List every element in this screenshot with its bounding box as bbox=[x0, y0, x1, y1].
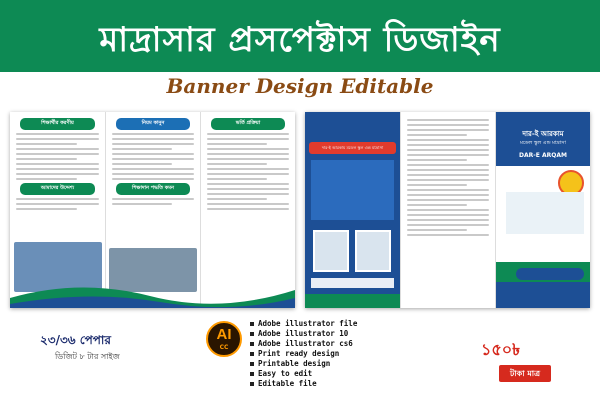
feature-list bbox=[250, 319, 357, 389]
page-title: মাদ্রাসার প্রসপেক্টাস ডিজাইন bbox=[99, 20, 501, 60]
institution-banner: দার-ই আরকাম মডেল স্কুল এন্ড মাদ্রাসা bbox=[309, 142, 396, 154]
panel-heading: নিয়ম কানুন bbox=[116, 118, 190, 130]
list-item: Editable file bbox=[250, 379, 357, 389]
panel-heading: শিক্ষার্থীর করণীয় bbox=[20, 118, 95, 130]
decorative-wave bbox=[10, 268, 295, 308]
message-box bbox=[311, 160, 394, 220]
chairman-photo bbox=[313, 230, 349, 272]
list-item: Printable design bbox=[250, 359, 357, 369]
list-item: Easy to edit bbox=[250, 369, 357, 379]
paper-size-sub: ডিজিট ৮ টার সাইজ bbox=[55, 352, 120, 361]
brochure-cover-preview bbox=[305, 112, 590, 308]
list-item: Adobe illustrator 10 bbox=[250, 329, 357, 339]
school-subname-bn: মডেল স্কুল এন্ড মাদ্রাসা bbox=[520, 140, 566, 146]
adobe-illustrator-icon: AI CC bbox=[206, 321, 242, 357]
brochure-inside-preview bbox=[10, 112, 295, 308]
school-name-en: DAR-E ARQAM bbox=[519, 152, 567, 159]
panel-heading: ভর্তি প্রক্রিয়া bbox=[211, 118, 285, 130]
title-banner bbox=[0, 0, 600, 72]
list-item: Print ready design bbox=[250, 349, 357, 359]
phone-pill bbox=[516, 268, 584, 280]
panel-subheading: আমাদের উদ্দেশ্য bbox=[20, 183, 95, 195]
brochure-panel-text bbox=[400, 112, 495, 308]
list-item: Adobe illustrator file bbox=[250, 319, 357, 329]
brochure-front-cover bbox=[495, 112, 590, 308]
paper-size-label: ২৩/৩৬ পেপার bbox=[40, 333, 112, 347]
panel-footer bbox=[305, 294, 400, 308]
price-amount: ১৫০৳ bbox=[481, 340, 521, 359]
price-label: টাকা মাত্র bbox=[499, 365, 551, 382]
page-subtitle: Banner Design Editable bbox=[166, 74, 434, 98]
brochure-panel-leaders bbox=[305, 112, 400, 308]
panel-subheading: শিক্ষাদান পদ্ধতি কমন bbox=[116, 183, 190, 195]
principal-photo bbox=[355, 230, 391, 272]
list-item: Adobe illustrator cs6 bbox=[250, 339, 357, 349]
photo-caption bbox=[311, 278, 394, 288]
address-band bbox=[496, 282, 590, 308]
cover-header bbox=[496, 112, 590, 166]
writing-hand-image bbox=[506, 192, 584, 234]
school-name-bn: দার-ই আরকাম bbox=[522, 130, 564, 138]
